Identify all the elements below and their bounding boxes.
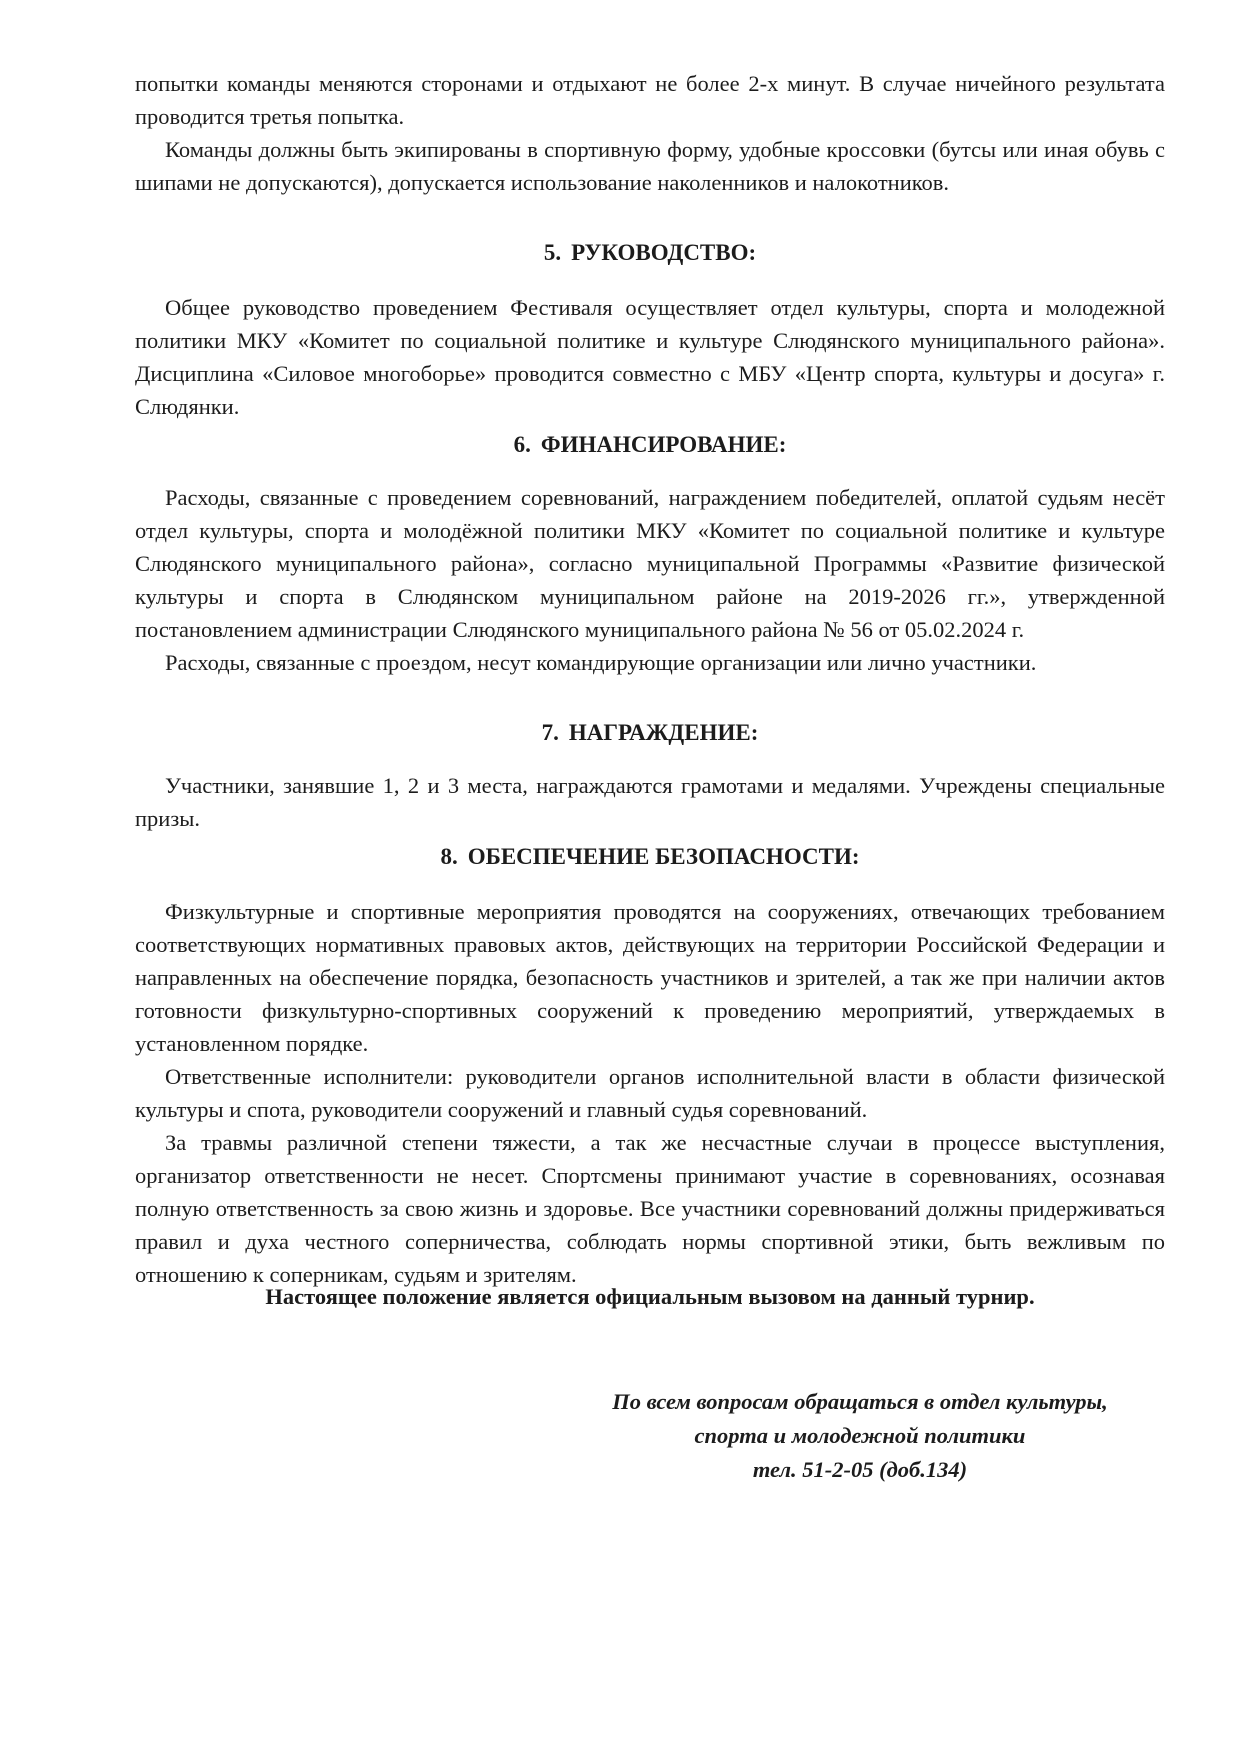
section-5-number: 5. xyxy=(543,240,562,265)
contact-line-2: спорта и молодежной политики xyxy=(694,1423,1026,1448)
section-5-paragraph-1: Общее руководство проведением Фестиваля осуществляет отдел культуры, спорта и молодежной политики МКУ «Комитет по социальной политике и культуре Слюдянского муниципального района». Дисциплина «Силовое многоборье» проводится совместно с МБУ «Центр спорта, культуры и досуга» г. Слюдянки. xyxy=(135,295,1165,419)
section-7-body xyxy=(135,769,1165,835)
contact-block xyxy=(560,1385,1160,1487)
section-6-title: ФИНАНСИРОВАНИЕ: xyxy=(540,432,787,457)
official-notice: Настоящее положение является официальным вызовом на данный турнир. xyxy=(265,1284,1035,1309)
intro-paragraph-1: попытки команды меняются сторонами и отдыхают не более 2-х минут. В случае ничейного результата проводится третья попытка. xyxy=(135,71,1165,129)
section-8-body xyxy=(135,895,1165,1291)
section-8-paragraph-3: За травмы различной степени тяжести, а так же несчастные случаи в процессе выступления, организатор ответственности не несет. Спортсмены принимают участие в соревнованиях, осознавая полную ответственность за свою жизнь и здоровье. Все участники соревнований должны придерживаться правил и духа честного соперничества, соблюдать нормы спортивной этики, быть вежливым по отношению к соперникам, судьям и зрителям. xyxy=(135,1130,1165,1287)
contact-line-3: тел. 51-2-05 (доб.134) xyxy=(752,1457,968,1482)
section-6-paragraph-2: Расходы, связанные с проездом, несут командирующие организации или лично участники. xyxy=(165,650,1037,675)
section-8-paragraph-1: Физкультурные и спортивные мероприятия проводятся на сооружениях, отвечающих требованием соответствующих нормативных правовых актов, действующих на территории Российской Федерации и направленных на обеспечение порядка, безопасность участников и зрителей, а так же при наличии актов готовности физкультурно-спортивных сооружений к проведению мероприятий, утверждаемых в установленном порядке. xyxy=(135,899,1165,1056)
intro-paragraph-2: Команды должны быть экипированы в спортивную форму, удобные кроссовки (бутсы или иная обувь с шипами не допускаются), допускается использование наколенников и налокотников. xyxy=(135,137,1165,195)
contact-line-1: По всем вопросам обращаться в отдел культуры, xyxy=(612,1389,1108,1414)
section-7-paragraph-1: Участники, занявшие 1, 2 и 3 места, награждаются грамотами и медалями. Учреждены специальные призы. xyxy=(135,773,1165,831)
section-5-body xyxy=(135,291,1165,423)
section-8-paragraph-2: Ответственные исполнители: руководители органов исполнительной власти в области физической культуры и спота, руководители сооружений и главный судья соревнований. xyxy=(135,1064,1165,1122)
section-6-heading xyxy=(135,430,1165,460)
section-5-title: РУКОВОДСТВО: xyxy=(571,240,757,265)
section-6-paragraph-1: Расходы, связанные с проведением соревнований, награждением победителей, оплатой судьям несёт отдел культуры, спорта и молодёжной политики МКУ «Комитет по социальной политике и культуре Слюдянского муниципального района», согласно муниципальной Программы «Развитие физической культуры и спорта в Слюдянском муниципальном районе на 2019-2026 гг.», утвержденной постановлением администрации Слюдянского муниципального района № 56 от 05.02.2024 г. xyxy=(135,485,1165,642)
section-6-body xyxy=(135,481,1165,679)
intro-block xyxy=(135,67,1165,199)
section-5-heading xyxy=(135,238,1165,268)
section-7-number: 7. xyxy=(541,720,559,745)
section-7-title: НАГРАЖДЕНИЕ: xyxy=(568,720,759,745)
section-7-heading xyxy=(135,718,1165,748)
section-8-title: ОБЕСПЕЧЕНИЕ БЕЗОПАСНОСТИ: xyxy=(467,844,860,869)
section-8-number: 8. xyxy=(440,844,458,869)
section-8-heading xyxy=(135,842,1165,872)
section-6-number: 6. xyxy=(513,432,531,457)
